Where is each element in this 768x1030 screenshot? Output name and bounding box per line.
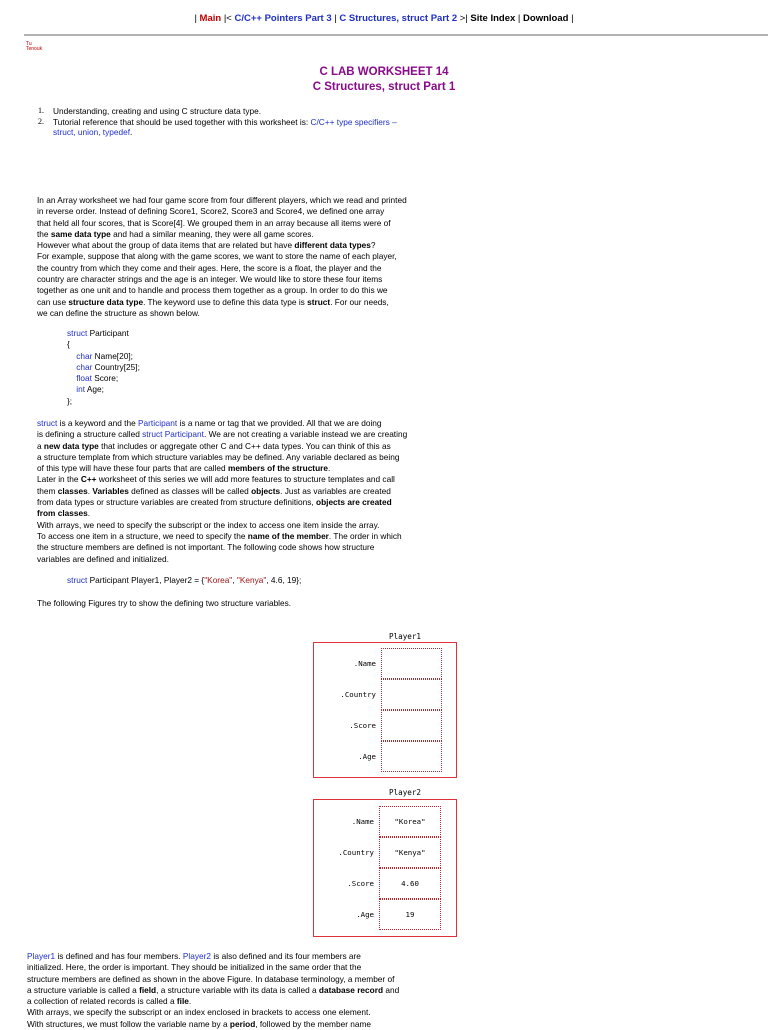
bold-term: objects are created [316,497,392,508]
code-text: Name[20]; [92,350,133,361]
text-part: defined as classes will be called [128,485,252,496]
text-part: is also defined and its four members are [211,951,361,961]
list-item [38,117,458,138]
text-part: , followed by the member name [255,1018,372,1029]
text-line [37,474,457,485]
member-value-cell: "Kenya" [379,837,441,868]
text-part: . [87,508,91,519]
list-item [38,106,458,117]
text-part: Later in the [37,474,81,485]
bold-term: different data types [294,240,371,251]
member-label: .Name [353,659,376,668]
nav-download-link[interactable]: Download [523,13,569,24]
text-line [37,508,457,519]
text-line: the country from which they come and their ages. Here, the score is a float, the player and the [37,262,382,273]
text-line: With arrays, we need to specify the subscript or the index to access one item inside the array. [37,519,380,530]
site-logo[interactable] [26,42,42,52]
text-line: together as one unit and to handle and process them together as a group. In order to do this we [37,285,388,296]
text-part: of this type will have these four parts that are called [37,463,228,474]
text-part: is defined and has four members. [55,951,183,961]
page-title: C LAB WORKSHEET 14 [319,66,449,78]
struct-definition-code [67,328,140,407]
logo-line: Tenouk [26,46,43,52]
text-part: a structure variable is called a [27,984,140,995]
member-label: .Country [340,690,376,699]
text-line [27,985,457,996]
struct-init-code [67,575,301,586]
text-line: variables are defined and initialized. [37,553,169,564]
code-keyword: int [76,384,85,395]
text-line: country are character strings and the age is an integer. We would like to store these four items [37,274,383,285]
code-text: }; [67,395,73,406]
text-part: . The order in which [328,530,402,541]
code-text: Participant Player1, Player2 = { [87,575,205,585]
text-line: we can define the structure as shown below. [37,307,200,318]
text-part: the [37,228,51,239]
diagram-title: Player1 [389,632,422,641]
list-text-part: Tutorial reference that should be used together with this worksheet is: [53,116,311,127]
text-line: in reverse order. Instead of defining Score1, Score2, Score3 and Score4, we defined one array [37,206,385,217]
text-part: is a keyword and the [57,418,139,428]
bold-term: C++ [80,474,97,485]
code-keyword: float [76,373,92,384]
list-text: Understanding, creating and using C structure data type. [53,106,262,116]
code-keyword: struct [67,575,88,585]
player1-diagram [313,642,457,778]
text-line [37,441,457,452]
bold-term: name of the member [247,530,329,541]
text-part: that includes or aggregate other C and C++ data types. You can think of this as [98,440,391,451]
member-value-cell [381,710,442,741]
code-keyword: char [76,361,93,372]
code-text: , 4.6, 19}; [266,575,302,585]
bold-term: from classes [37,508,88,519]
bold-term: struct [307,296,331,307]
list-number: 1. [38,106,44,115]
text-line [27,996,457,1007]
code-text: { [67,339,70,350]
text-line: In an Array worksheet we had four game score from four different players, which we read and printed [37,195,407,205]
text-line [27,1019,457,1030]
member-label: .Country [338,848,374,857]
bold-term: file [176,996,189,1007]
initialization-paragraph [27,951,457,1030]
text-part: from data types or structure variables are created from structure definitions, [37,497,316,508]
code-string: "Korea" [204,575,233,585]
list-text [53,117,458,138]
member-value-cell [381,741,442,772]
text-part: However what about the group of data items that are related but have [37,240,295,251]
bold-term: same data type [50,228,111,239]
text-part: . We are not creating a variable instead we are creating [203,429,408,440]
text-part: and had a similar meaning, they were all game scores. [110,228,314,239]
top-navigation [0,13,768,24]
figures-caption [37,598,457,609]
text-part: a [37,440,44,451]
logo-line: Tu [26,41,32,47]
text-line: that held all four scores, that is Score[4]. We grouped them in an array because all items were of [37,217,391,228]
text-part: and [383,984,400,995]
text-line [37,418,457,429]
text-line [37,463,457,474]
text-part: . [87,485,93,496]
member-label: .Name [351,817,374,826]
text-part: worksheet of this series we will add more features to structure templates and call [96,474,395,485]
member-value-cell [381,679,442,710]
nav-separator: | [568,13,574,24]
text-part: ? [370,240,376,251]
member-value-cell: "Korea" [379,806,441,837]
text-part: . For our needs, [330,296,389,307]
member-value-cell: 4.60 [379,868,441,899]
code-keyword: struct [37,418,58,428]
text-line [37,429,457,440]
member-label: .Age [358,752,376,761]
diagram-title: Player2 [389,788,422,797]
nav-next-link[interactable]: C Structures, struct Part 2 [339,13,458,24]
bold-term: database record [318,984,384,995]
code-text: Participant [87,328,129,338]
text-line: initialized. Here, the order is important. They should be initialized in the same order that the [27,962,362,973]
header-divider [24,34,768,36]
text-part: a collection of related records is called a [27,996,177,1007]
text-part: can use [37,296,69,307]
text-line [37,497,457,508]
code-text: Country[25]; [92,361,140,372]
member-value-cell: 19 [379,899,441,930]
text-part: . Just as variables are created [280,485,391,496]
nav-main-link[interactable]: Main [199,13,222,24]
objectives-list [38,106,458,138]
text-part: To access one item in a structure, we need to specify the [37,530,248,541]
text-line: structure members are defined as shown in the above Figure. In database terminology, a member of [27,973,395,984]
text-part: . [328,463,331,474]
inline-code: Player1 [27,951,56,961]
text-part: them [37,485,58,496]
member-label: .Age [356,910,374,919]
text-line: For example, suppose that along with the game scores, we want to store the name of each player, [37,251,397,262]
text-part: . [188,996,192,1007]
bold-term: structure data type [68,296,144,307]
text-line [37,297,457,308]
page-subtitle: C Structures, struct Part 1 [312,81,456,93]
nav-site-index-link[interactable]: Site Index [470,13,516,24]
bold-term: classes [57,485,88,496]
text-line [27,951,457,962]
list-number: 2. [38,116,44,126]
bold-term: new data type [43,440,99,451]
member-label: .Score [347,879,374,888]
text-line: The following Figures try to show the defining two structure variables. [37,598,292,608]
text-part: With structures, we must follow the variable name by a [27,1018,230,1029]
code-text: Age; [85,384,104,395]
member-label: .Score [349,721,376,730]
player2-diagram [313,799,457,937]
list-text-part: . [130,127,133,137]
text-part: . The keyword use to define this data type is [143,296,308,307]
inline-code: struct Participant [142,429,204,440]
nav-separator: |< [221,13,235,24]
text-line: With arrays, we specify the subscript or an index enclosed in brackets to access one element. [27,1007,371,1018]
bold-term: Variables [92,485,129,496]
text-line [37,240,457,251]
inline-code: Player2 [182,951,212,961]
nav-separator: | [331,13,340,24]
intro-paragraph [37,195,457,319]
code-keyword: char [76,350,93,361]
type-specifiers-link-cont[interactable]: struct, union, typedef [53,127,131,137]
bold-term: objects [251,485,281,496]
text-line: the structure members are defined is not important. The following code shows how structure [37,542,375,553]
code-string: "Kenya" [236,575,267,585]
code-keyword: struct [67,328,88,338]
text-line: a structure template from which structure variables may be defined. Any variable declared as being [37,451,400,462]
text-part: is defining a structure called [37,429,143,440]
member-value-cell [381,648,442,679]
struct-explanation-paragraph [37,418,457,565]
text-line [37,229,457,240]
code-text: , [232,575,237,585]
bold-term: members of the structure [227,463,328,474]
code-text: Score; [91,373,119,384]
nav-separator: | [515,13,524,24]
text-line [37,531,457,542]
bold-term: field [139,984,157,995]
bold-term: period [229,1018,256,1029]
nav-separator: | [194,13,200,24]
text-line [37,486,457,497]
nav-prev-link[interactable]: C/C++ Pointers Part 3 [234,13,332,24]
inline-code: Participant [138,418,178,428]
type-specifiers-link[interactable]: C/C++ type specifiers – [310,116,397,127]
nav-separator: >| [457,13,471,24]
text-part: is a name or tag that we provided. All that we are doing [177,418,382,428]
text-part: , a structure variable with its data is called a [156,984,319,995]
